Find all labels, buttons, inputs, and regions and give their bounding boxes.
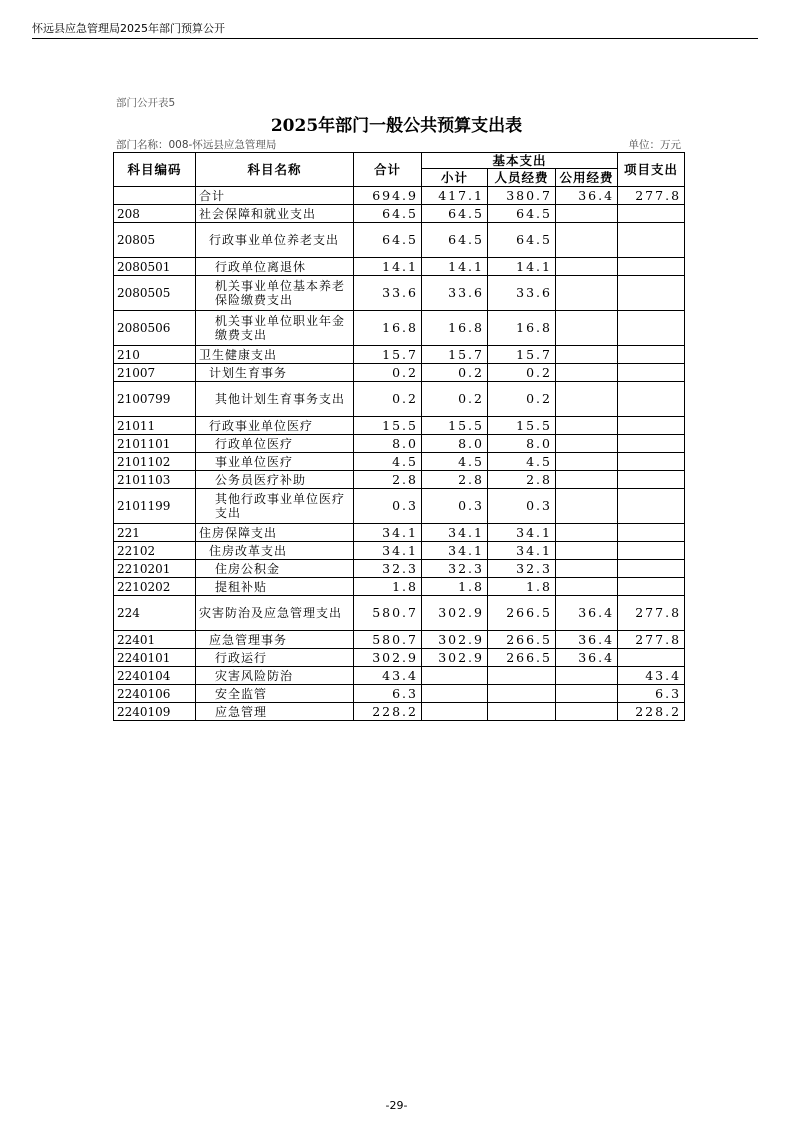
cell-public [556, 311, 618, 346]
cell-project [618, 578, 685, 596]
cell-total: 16.8 [354, 311, 422, 346]
cell-public [556, 205, 618, 223]
table-row [114, 223, 685, 258]
cell-project [618, 542, 685, 560]
cell-subtotal: 302.9 [422, 596, 488, 631]
table-row [114, 578, 685, 596]
cell-name: 提租补贴 [196, 578, 354, 596]
cell-total: 32.3 [354, 560, 422, 578]
cell-code: 2080505 [114, 276, 196, 311]
cell-subtotal [422, 703, 488, 721]
cell-personnel [488, 685, 556, 703]
cell-total: 4.5 [354, 453, 422, 471]
cell-personnel: 64.5 [488, 223, 556, 258]
cell-name: 行政运行 [196, 649, 354, 667]
cell-personnel: 0.3 [488, 489, 556, 524]
cell-code: 22401 [114, 631, 196, 649]
cell-subtotal: 1.8 [422, 578, 488, 596]
cell-project [618, 205, 685, 223]
cell-subtotal: 14.1 [422, 258, 488, 276]
cell-total: 64.5 [354, 205, 422, 223]
cell-total: 34.1 [354, 524, 422, 542]
cell-project: 6.3 [618, 685, 685, 703]
cell-subtotal [422, 685, 488, 703]
cell-personnel [488, 703, 556, 721]
cell-code: 2240101 [114, 649, 196, 667]
table-row [114, 685, 685, 703]
cell-subtotal: 15.5 [422, 417, 488, 435]
cell-code: 2101102 [114, 453, 196, 471]
cell-subtotal: 0.2 [422, 364, 488, 382]
header-project-expenditure: 项目支出 [618, 153, 685, 187]
cell-subtotal: 15.7 [422, 346, 488, 364]
cell-project [618, 435, 685, 453]
cell-public [556, 417, 618, 435]
cell-public [556, 453, 618, 471]
cell-personnel: 34.1 [488, 542, 556, 560]
cell-total: 15.5 [354, 417, 422, 435]
cell-project [618, 311, 685, 346]
cell-name: 合计 [196, 187, 354, 205]
header-basic-expenditure: 基本支出 [422, 153, 618, 169]
cell-total: 580.7 [354, 596, 422, 631]
cell-name: 其他计划生育事务支出 [196, 382, 354, 417]
cell-personnel: 1.8 [488, 578, 556, 596]
cell-project: 277.8 [618, 596, 685, 631]
table-row [114, 649, 685, 667]
table-row [114, 311, 685, 346]
cell-personnel: 32.3 [488, 560, 556, 578]
unit-label: 单位：万元 [628, 139, 681, 151]
table-row [114, 596, 685, 631]
cell-public [556, 489, 618, 524]
cell-personnel: 15.5 [488, 417, 556, 435]
header-total: 合计 [354, 153, 422, 187]
cell-code: 2210201 [114, 560, 196, 578]
cell-project [618, 560, 685, 578]
cell-subtotal: 34.1 [422, 542, 488, 560]
table-row [114, 489, 685, 524]
page-number: -29- [385, 1099, 408, 1112]
cell-project [618, 417, 685, 435]
cell-total: 8.0 [354, 435, 422, 453]
department-name: 部门名称：008-怀远县应急管理局 [116, 139, 277, 151]
cell-subtotal: 16.8 [422, 311, 488, 346]
cell-public [556, 258, 618, 276]
cell-subtotal: 302.9 [422, 631, 488, 649]
cell-total: 580.7 [354, 631, 422, 649]
cell-name: 行政事业单位养老支出 [196, 223, 354, 258]
cell-code: 2210202 [114, 578, 196, 596]
cell-code: 21007 [114, 364, 196, 382]
cell-personnel: 34.1 [488, 524, 556, 542]
header-divider [32, 38, 758, 39]
cell-project [618, 524, 685, 542]
header-subtotal: 小计 [422, 169, 488, 187]
cell-public [556, 560, 618, 578]
cell-name: 机关事业单位职业年金缴费支出 [196, 311, 354, 346]
cell-personnel [488, 667, 556, 685]
table-row [114, 258, 685, 276]
cell-subtotal: 0.2 [422, 382, 488, 417]
cell-code: 20805 [114, 223, 196, 258]
table-row [114, 631, 685, 649]
cell-total: 15.7 [354, 346, 422, 364]
cell-public: 36.4 [556, 596, 618, 631]
cell-public [556, 578, 618, 596]
cell-project [618, 489, 685, 524]
header-public-cost: 公用经费 [556, 169, 618, 187]
cell-public [556, 703, 618, 721]
cell-project [618, 223, 685, 258]
cell-total: 6.3 [354, 685, 422, 703]
cell-personnel: 266.5 [488, 596, 556, 631]
cell-name: 机关事业单位基本养老保险缴费支出 [196, 276, 354, 311]
cell-personnel: 0.2 [488, 364, 556, 382]
cell-public [556, 542, 618, 560]
header-code: 科目编码 [114, 153, 196, 187]
cell-subtotal: 2.8 [422, 471, 488, 489]
cell-personnel: 14.1 [488, 258, 556, 276]
cell-code: 224 [114, 596, 196, 631]
cell-total: 43.4 [354, 667, 422, 685]
cell-name: 住房公积金 [196, 560, 354, 578]
cell-code: 2240106 [114, 685, 196, 703]
header-name: 科目名称 [196, 153, 354, 187]
cell-code: 2080501 [114, 258, 196, 276]
cell-project [618, 382, 685, 417]
cell-total: 1.8 [354, 578, 422, 596]
cell-public [556, 524, 618, 542]
table-body [114, 187, 685, 721]
cell-total: 0.2 [354, 364, 422, 382]
cell-project [618, 453, 685, 471]
cell-subtotal: 4.5 [422, 453, 488, 471]
cell-project: 277.8 [618, 631, 685, 649]
cell-project: 228.2 [618, 703, 685, 721]
cell-name: 住房保障支出 [196, 524, 354, 542]
cell-code: 2101199 [114, 489, 196, 524]
cell-code: 208 [114, 205, 196, 223]
cell-personnel: 16.8 [488, 311, 556, 346]
cell-total: 34.1 [354, 542, 422, 560]
cell-subtotal: 64.5 [422, 223, 488, 258]
cell-project [618, 346, 685, 364]
cell-project [618, 276, 685, 311]
cell-public: 36.4 [556, 649, 618, 667]
cell-subtotal: 34.1 [422, 524, 488, 542]
table-row [114, 364, 685, 382]
cell-public [556, 276, 618, 311]
cell-subtotal: 302.9 [422, 649, 488, 667]
cell-project [618, 364, 685, 382]
cell-personnel: 380.7 [488, 187, 556, 205]
table-row [114, 542, 685, 560]
table-row [114, 560, 685, 578]
cell-code: 2080506 [114, 311, 196, 346]
cell-name: 灾害风险防治 [196, 667, 354, 685]
cell-total: 2.8 [354, 471, 422, 489]
cell-name: 行政单位离退休 [196, 258, 354, 276]
cell-public [556, 346, 618, 364]
table-row [114, 703, 685, 721]
cell-name: 事业单位医疗 [196, 453, 354, 471]
cell-public [556, 435, 618, 453]
cell-project: 277.8 [618, 187, 685, 205]
cell-total: 0.3 [354, 489, 422, 524]
cell-name: 其他行政事业单位医疗支出 [196, 489, 354, 524]
table-number: 部门公开表5 [116, 97, 176, 109]
table-row [114, 382, 685, 417]
cell-name: 社会保障和就业支出 [196, 205, 354, 223]
cell-name: 住房改革支出 [196, 542, 354, 560]
cell-name: 行政单位医疗 [196, 435, 354, 453]
cell-code: 22102 [114, 542, 196, 560]
cell-personnel: 266.5 [488, 631, 556, 649]
cell-personnel: 0.2 [488, 382, 556, 417]
cell-project [618, 471, 685, 489]
cell-total: 64.5 [354, 223, 422, 258]
table-row [114, 187, 685, 205]
cell-personnel: 8.0 [488, 435, 556, 453]
cell-public [556, 223, 618, 258]
cell-personnel: 266.5 [488, 649, 556, 667]
cell-total: 694.9 [354, 187, 422, 205]
table-row [114, 524, 685, 542]
cell-name: 应急管理 [196, 703, 354, 721]
header-personnel-cost: 人员经费 [488, 169, 556, 187]
cell-public: 36.4 [556, 631, 618, 649]
cell-subtotal: 8.0 [422, 435, 488, 453]
cell-total: 33.6 [354, 276, 422, 311]
cell-public: 36.4 [556, 187, 618, 205]
cell-project: 43.4 [618, 667, 685, 685]
cell-name: 公务员医疗补助 [196, 471, 354, 489]
table-row [114, 346, 685, 364]
cell-code: 2240109 [114, 703, 196, 721]
cell-code: 221 [114, 524, 196, 542]
table-row [114, 471, 685, 489]
cell-project [618, 258, 685, 276]
table-row [114, 453, 685, 471]
running-header-title: 怀远县应急管理局2025年部门预算公开 [32, 22, 225, 35]
cell-code: 2101101 [114, 435, 196, 453]
page-title: 2025年部门一般公共预算支出表 [270, 116, 523, 136]
cell-total: 228.2 [354, 703, 422, 721]
cell-name: 应急管理事务 [196, 631, 354, 649]
cell-code: 21011 [114, 417, 196, 435]
cell-total: 302.9 [354, 649, 422, 667]
cell-public [556, 685, 618, 703]
cell-total: 0.2 [354, 382, 422, 417]
cell-code: 2101103 [114, 471, 196, 489]
cell-subtotal: 33.6 [422, 276, 488, 311]
cell-subtotal: 0.3 [422, 489, 488, 524]
cell-personnel: 33.6 [488, 276, 556, 311]
table-row [114, 435, 685, 453]
cell-name: 安全监管 [196, 685, 354, 703]
cell-project [618, 649, 685, 667]
table-row [114, 417, 685, 435]
table-row [114, 205, 685, 223]
cell-personnel: 15.7 [488, 346, 556, 364]
cell-public [556, 667, 618, 685]
cell-code: 2240104 [114, 667, 196, 685]
cell-subtotal [422, 667, 488, 685]
cell-code: 2100799 [114, 382, 196, 417]
cell-personnel: 64.5 [488, 205, 556, 223]
cell-code: 210 [114, 346, 196, 364]
cell-subtotal: 64.5 [422, 205, 488, 223]
cell-public [556, 382, 618, 417]
table-row [114, 667, 685, 685]
budget-expenditure-table [113, 152, 685, 721]
table-row [114, 276, 685, 311]
cell-personnel: 4.5 [488, 453, 556, 471]
cell-name: 计划生育事务 [196, 364, 354, 382]
cell-public [556, 471, 618, 489]
cell-personnel: 2.8 [488, 471, 556, 489]
cell-public [556, 364, 618, 382]
cell-name: 行政事业单位医疗 [196, 417, 354, 435]
cell-name: 卫生健康支出 [196, 346, 354, 364]
cell-code [114, 187, 196, 205]
cell-subtotal: 417.1 [422, 187, 488, 205]
cell-subtotal: 32.3 [422, 560, 488, 578]
cell-total: 14.1 [354, 258, 422, 276]
cell-name: 灾害防治及应急管理支出 [196, 596, 354, 631]
